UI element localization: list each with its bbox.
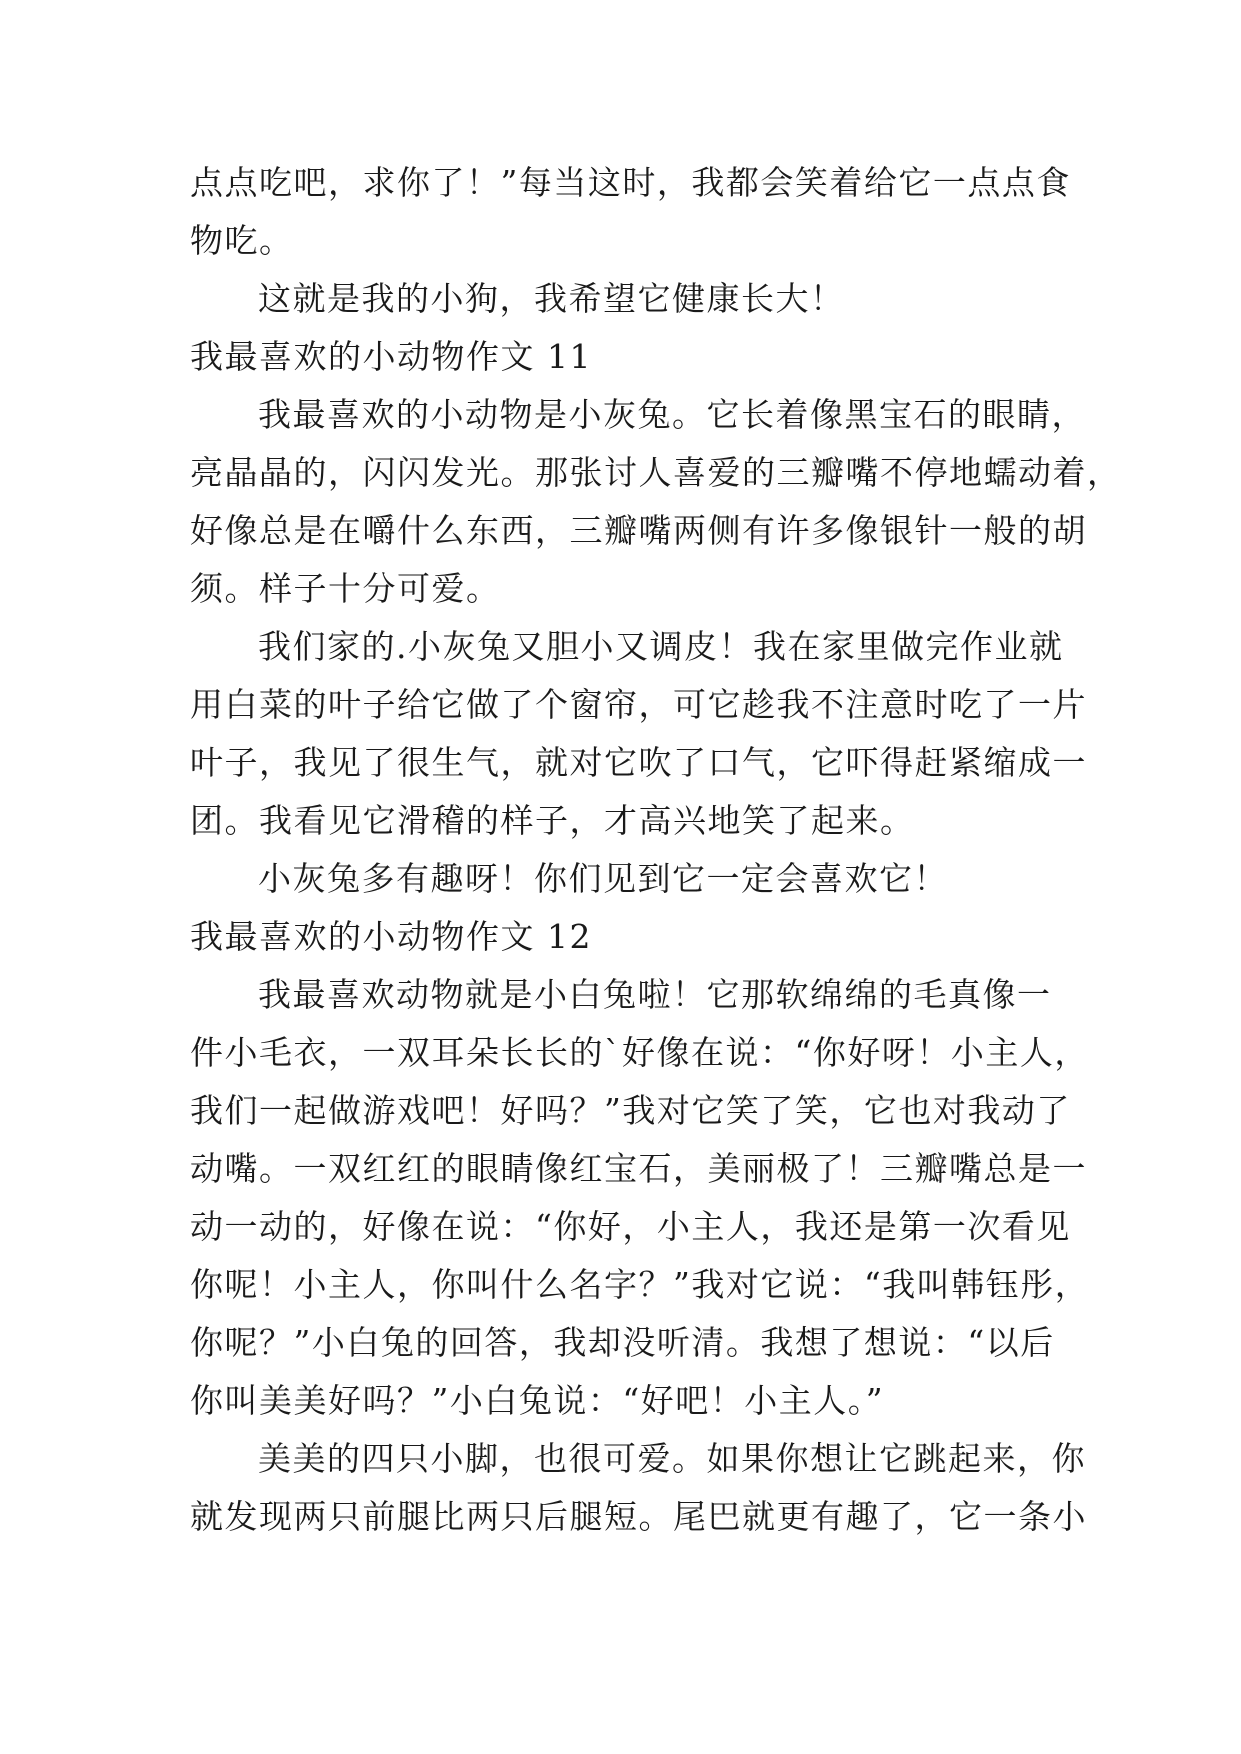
text-line: 点点吃吧，求你了！”每当这时，我都会笑着给它一点点食 [190, 163, 1071, 202]
text-line: 你呢！小主人，你叫什么名字？”我对它说：“我叫韩钰彤， [190, 1265, 1090, 1304]
text-line: 我最喜欢的小动物是小灰兔。它长着像黑宝石的眼睛， [258, 395, 1086, 434]
text-line: 亮晶晶的，闪闪发光。那张讨人喜爱的三瓣嘴不停地蠕动着， [190, 453, 1122, 492]
text-line: 你呢？”小白兔的回答，我却没听清。我想了想说：“以后 [190, 1323, 1055, 1362]
text-line: 叶子，我见了很生气，就对它吹了口气，它吓得赶紧缩成一 [190, 743, 1087, 782]
text-line: 就发现两只前腿比两只后腿短。尾巴就更有趣了，它一条小 [190, 1497, 1087, 1536]
text-line: 须。样子十分可爱。 [190, 569, 501, 608]
text-line: 我们家的.小灰兔又胆小又调皮！我在家里做完作业就 [258, 627, 1064, 666]
text-line: 好像总是在嚼什么东西，三瓣嘴两侧有许多像银针一般的胡 [190, 511, 1087, 550]
text-line: 件小毛衣，一双耳朵长长的`好像在说：“你好呀！小主人， [190, 1033, 1089, 1072]
text-line: 美美的四只小脚，也很可爱。如果你想让它跳起来，你 [258, 1439, 1086, 1478]
text-line: 用白菜的叶子给它做了个窗帘，可它趁我不注意时吃了一片 [190, 685, 1087, 724]
text-line: 我最喜欢动物就是小白兔啦！它那软绵绵的毛真像一 [258, 975, 1052, 1014]
text-line: 这就是我的小狗，我希望它健康长大！ [258, 279, 845, 318]
text-line: 小灰兔多有趣呀！你们见到它一定会喜欢它！ [258, 859, 948, 898]
text-line: 动嘴。一双红红的眼睛像红宝石，美丽极了！三瓣嘴总是一 [190, 1149, 1087, 1188]
section-heading: 我最喜欢的小动物作文 12 [190, 917, 592, 956]
text-line: 团。我看见它滑稽的样子，才高兴地笑了起来。 [190, 801, 915, 840]
section-heading: 我最喜欢的小动物作文 11 [190, 337, 592, 376]
text-line: 动一动的，好像在说：“你好，小主人，我还是第一次看见 [190, 1207, 1071, 1246]
text-line: 我们一起做游戏吧！好吗？”我对它笑了笑，它也对我动了 [190, 1091, 1071, 1130]
text-line: 你叫美美好吗？”小白兔说：“好吧！小主人。” [190, 1381, 885, 1420]
text-line: 物吃。 [190, 221, 294, 260]
